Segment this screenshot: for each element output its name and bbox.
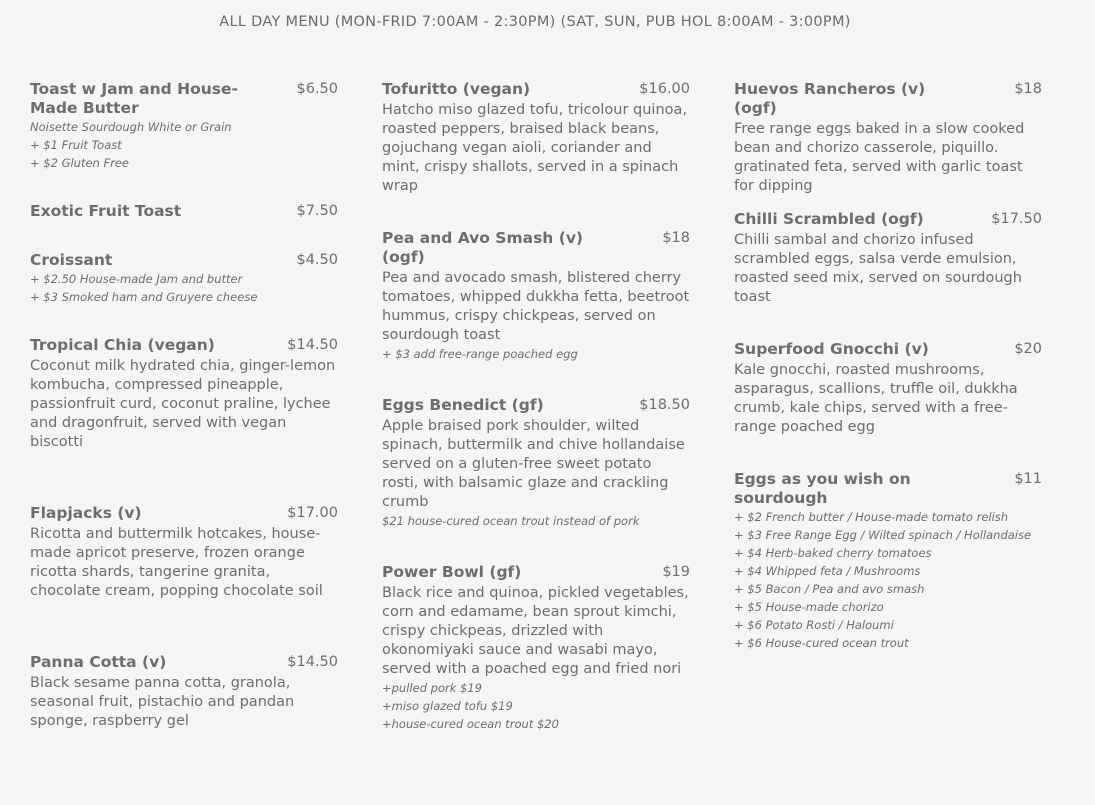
- menu-item-note: + $2 French butter / House-made tomato relish: [734, 510, 1009, 524]
- menu-item-description: Free range eggs baked in a slow cooked bean and chorizo casserole, piquillo. gratinated feta, served with garlic toast for dipping: [734, 121, 1025, 194]
- menu-item-note: + $2 Gluten Free: [30, 156, 129, 170]
- menu-item: [734, 340, 1042, 437]
- menu-item-description: Kale gnocchi, roasted mushrooms, asparagus, scallions, truffle oil, dukkha crumb, kale chips, served with a free-range poached egg: [734, 362, 1018, 435]
- menu-item-name: Power Bowl (gf): [382, 563, 522, 581]
- menu-item-header: [734, 340, 1042, 359]
- menu-item-price: $7.50: [296, 203, 338, 219]
- menu-item-name: Panna Cotta (v): [30, 653, 167, 671]
- menu-item-name: Tropical Chia (vegan): [30, 336, 215, 354]
- menu-item: [30, 202, 338, 221]
- menu-item-header: [734, 470, 1042, 508]
- menu-item-header: [30, 202, 338, 221]
- menu-item: [734, 210, 1042, 307]
- menu-item-header: [382, 563, 690, 582]
- menu-item-note: + $4 Herb-baked cherry tomatoes: [734, 546, 932, 560]
- menu-item-price: $6.50: [296, 81, 338, 97]
- menu-item-description: Black rice and quinoa, pickled vegetables, corn and edamame, bean sprout kimchi, crispy chickpeas, drizzled with okonomiyaki sauce and wasabi mayo, served with a poached egg and fried nori: [382, 585, 689, 677]
- menu-item-note: + $2.50 House-made Jam and butter: [30, 272, 243, 286]
- menu-item-description: Chilli sambal and chorizo infused scrambled eggs, salsa verde emulsion, roasted seed mix, served on sourdough toast: [734, 232, 1022, 305]
- menu-item-price: $14.50: [287, 337, 338, 353]
- menu-item-name: Huevos Rancheros (v) (ogf): [734, 80, 926, 117]
- menu-item-price: $19: [662, 564, 690, 580]
- menu-item-name: Toast w Jam and House-Made Butter: [30, 80, 238, 117]
- menu-item-note: + $3 Smoked ham and Gruyere cheese: [30, 290, 258, 304]
- menu-item-description: Coconut milk hydrated chia, ginger-lemon kombucha, compressed pineapple, passionfruit curd, coconut praline, lychee and dragonfruit, served with vegan biscotti: [30, 358, 336, 450]
- menu-item-header: [30, 336, 338, 355]
- menu-item-header: [30, 653, 338, 672]
- menu-item-price: $18.50: [639, 397, 690, 413]
- menu-item-header: [30, 251, 338, 270]
- menu-item-header: [734, 80, 1042, 118]
- menu-item-header: [382, 229, 690, 267]
- menu-item-header: [734, 210, 1042, 229]
- menu-item-price: $17.50: [991, 211, 1042, 227]
- menu-item-note: + $1 Fruit Toast: [30, 138, 122, 152]
- menu-item: [30, 336, 338, 452]
- menu-item-note: Noisette Sourdough White or Grain: [30, 120, 232, 134]
- menu-item-description: Ricotta and buttermilk hotcakes, house-made apricot preserve, frozen orange ricotta shards, tangerine granita, chocolate cream, popping chocolate soil: [30, 526, 323, 599]
- menu-item-name: Chilli Scrambled (ogf): [734, 210, 924, 228]
- menu-item: [30, 80, 338, 172]
- menu-item-note: + $3 add free-range poached egg: [382, 347, 578, 361]
- menu-item: [30, 504, 338, 601]
- menu-item-name: Croissant: [30, 251, 113, 269]
- menu-header: ALL DAY MENU (MON-FRID 7:00AM - 2:30PM) (SAT, SUN, PUB HOL 8:00AM - 3:00PM): [219, 14, 851, 30]
- menu-item-note: + $4 Whipped feta / Mushrooms: [734, 564, 921, 578]
- menu-item-price: $20: [1014, 341, 1042, 357]
- menu-item-note: + $3 Free Range Egg / Wilted spinach / Hollandaise: [734, 528, 1032, 542]
- menu-item-note: +house-cured ocean trout $20: [382, 717, 559, 731]
- menu-item-price: $11: [1014, 471, 1042, 487]
- menu-item-price: $14.50: [287, 654, 338, 670]
- menu-item-note: + $6 House-cured ocean trout: [734, 636, 909, 650]
- menu-item-header: [382, 80, 690, 99]
- menu-item-name: Exotic Fruit Toast: [30, 202, 182, 220]
- menu-item-price: $18: [1014, 81, 1042, 97]
- menu-item-name: Eggs Benedict (gf): [382, 396, 544, 414]
- menu-item-price: $4.50: [296, 252, 338, 268]
- menu-item-name: Flapjacks (v): [30, 504, 142, 522]
- menu-item-description: Pea and avocado smash, blistered cherry tomatoes, whipped dukkha fetta, beetroot hummus, crispy chickpeas, served on sourdough toast: [382, 270, 690, 343]
- menu-item: [382, 229, 690, 363]
- menu-item-note: $21 house-cured ocean trout instead of pork: [382, 514, 640, 528]
- menu-item: [382, 396, 690, 530]
- menu-item-note: + $6 Potato Rosti / Haloumi: [734, 618, 894, 632]
- menu-item-description: Apple braised pork shoulder, wilted spinach, buttermilk and chive hollandaise served on a gluten-free sweet potato rosti, with balsamic glaze and crackling crumb: [382, 418, 685, 510]
- menu-item-description: Hatcho miso glazed tofu, tricolour quinoa, roasted peppers, braised black beans, gojuchang vegan aioli, coriander and mint, crispy shallots, served in a spinach wrap: [382, 102, 687, 194]
- menu-item-price: $17.00: [287, 505, 338, 521]
- menu-item-header: [382, 396, 690, 415]
- menu-item-note: +pulled pork $19: [382, 681, 482, 695]
- menu-item-name: Superfood Gnocchi (v): [734, 340, 929, 358]
- menu-item-note: + $5 House-made chorizo: [734, 600, 884, 614]
- menu-item: [734, 80, 1042, 196]
- menu-item: [30, 251, 338, 306]
- menu-item-name: Tofuritto (vegan): [382, 80, 531, 98]
- menu-item: [382, 563, 690, 733]
- menu-item-note: +miso glazed tofu $19: [382, 699, 513, 713]
- menu-item-header: [30, 504, 338, 523]
- menu-item: [734, 470, 1042, 652]
- menu-item-price: $18: [662, 230, 690, 246]
- menu-item-note: + $5 Bacon / Pea and avo smash: [734, 582, 925, 596]
- menu-item: [382, 80, 690, 196]
- menu-item-price: $16.00: [639, 81, 690, 97]
- menu-item: [30, 653, 338, 731]
- menu-item-description: Black sesame panna cotta, granola, seasonal fruit, pistachio and pandan sponge, raspberry gel: [30, 675, 295, 729]
- menu-item-name: Eggs as you wish on sourdough: [734, 470, 911, 507]
- menu-item-header: [30, 80, 338, 118]
- menu-item-name: Pea and Avo Smash (v) (ogf): [382, 229, 584, 266]
